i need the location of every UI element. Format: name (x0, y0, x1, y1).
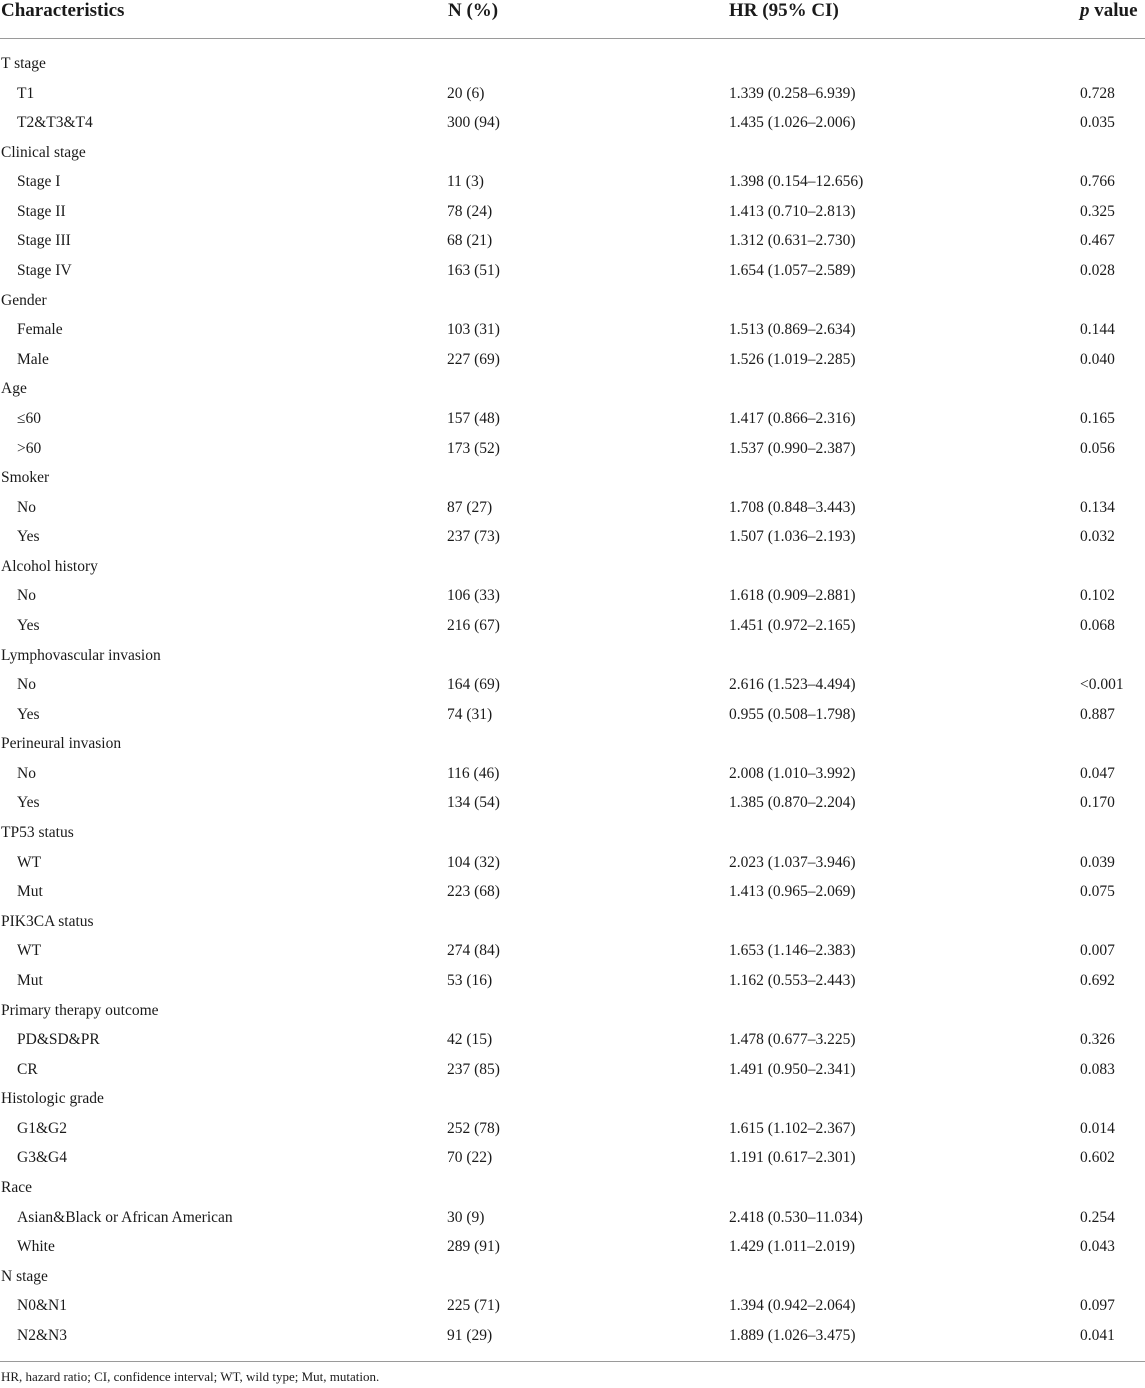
cell-p-value: 0.047 (1080, 764, 1115, 782)
cell-characteristic: CR (17, 1060, 38, 1078)
cell-p-value: 0.325 (1080, 202, 1115, 220)
cell-characteristic: No (17, 498, 36, 516)
header-hr-ci: HR (95% CI) (729, 0, 839, 21)
table-row (0, 1321, 1145, 1351)
table-body (0, 49, 1145, 1350)
cell-n-percent: 20 (6) (447, 84, 485, 102)
header-p-value (1080, 0, 1138, 21)
cell-hr-ci: 2.023 (1.037–3.946) (729, 853, 856, 871)
table-row (0, 197, 1145, 227)
cell-characteristic: N2&N3 (17, 1326, 67, 1344)
header-characteristics: Characteristics (1, 0, 125, 21)
group-header-row (0, 907, 1145, 937)
cell-characteristic: No (17, 676, 36, 694)
cell-hr-ci: 1.429 (1.011–2.019) (729, 1238, 855, 1256)
cell-hr-ci: 1.385 (0.870–2.204) (729, 794, 856, 812)
cell-characteristic: N stage (1, 1267, 48, 1285)
table-row (0, 434, 1145, 464)
cell-characteristic: Race (1, 1178, 32, 1196)
table-row (0, 1055, 1145, 1085)
cell-characteristic: T2&T3&T4 (17, 114, 93, 132)
cell-characteristic: Histologic grade (1, 1090, 104, 1108)
group-header-row (0, 641, 1145, 671)
table-row (0, 256, 1145, 286)
cell-characteristic: >60 (17, 439, 42, 457)
cell-p-value: 0.028 (1080, 262, 1115, 280)
cell-characteristic: Yes (17, 794, 40, 812)
cell-characteristic: Male (17, 350, 49, 368)
cell-p-value: 0.134 (1080, 498, 1115, 516)
cell-p-value: 0.887 (1080, 705, 1115, 723)
table-row (0, 966, 1145, 996)
cell-n-percent: 237 (73) (447, 528, 500, 546)
cell-characteristic: Female (17, 321, 63, 339)
cell-n-percent: 157 (48) (447, 409, 500, 427)
cell-hr-ci: 1.507 (1.036–2.193) (729, 528, 856, 546)
cell-p-value: 0.035 (1080, 114, 1115, 132)
cell-p-value: 0.254 (1080, 1208, 1115, 1226)
cell-n-percent: 252 (78) (447, 1119, 500, 1137)
cell-characteristic: WT (17, 942, 42, 960)
cell-characteristic: PD&SD&PR (17, 1031, 100, 1049)
cell-characteristic: G1&G2 (17, 1119, 67, 1137)
group-header-row (0, 463, 1145, 493)
cell-n-percent: 53 (16) (447, 971, 493, 989)
cell-n-percent: 70 (22) (447, 1149, 493, 1167)
cell-hr-ci: 2.616 (1.523–4.494) (729, 676, 856, 694)
cell-n-percent: 300 (94) (447, 114, 500, 132)
cell-n-percent: 164 (69) (447, 676, 500, 694)
cell-p-value: 0.041 (1080, 1326, 1115, 1344)
table-row (0, 611, 1145, 641)
table-row (0, 759, 1145, 789)
table-row (0, 788, 1145, 818)
table-row (0, 670, 1145, 700)
cell-characteristic: Asian&Black or African American (17, 1208, 233, 1226)
cell-p-value: 0.170 (1080, 794, 1115, 812)
header-p-rest: value (1089, 0, 1138, 21)
table-row (0, 848, 1145, 878)
cell-n-percent: 103 (31) (447, 321, 500, 339)
cell-hr-ci: 0.955 (0.508–1.798) (729, 705, 856, 723)
cell-p-value: 0.039 (1080, 853, 1115, 871)
cell-hr-ci: 1.417 (0.866–2.316) (729, 409, 856, 427)
cell-characteristic: Mut (17, 883, 43, 901)
cell-characteristic: Smoker (1, 469, 50, 487)
cell-p-value: 0.007 (1080, 942, 1115, 960)
cell-n-percent: 11 (3) (447, 173, 484, 191)
cell-hr-ci: 1.339 (0.258–6.939) (729, 84, 856, 102)
cell-characteristic: Age (1, 380, 27, 398)
cell-p-value: 0.728 (1080, 84, 1115, 102)
group-header-row (0, 1084, 1145, 1114)
cell-characteristic: Perineural invasion (1, 735, 122, 753)
cell-n-percent: 30 (9) (447, 1208, 485, 1226)
cell-characteristic: No (17, 764, 36, 782)
cell-p-value: 0.097 (1080, 1297, 1115, 1315)
group-header-row (0, 1262, 1145, 1292)
cell-characteristic: T1 (17, 84, 35, 102)
table-row (0, 581, 1145, 611)
cell-p-value: 0.032 (1080, 528, 1115, 546)
cell-n-percent: 223 (68) (447, 883, 500, 901)
group-header-row (0, 286, 1145, 316)
cell-hr-ci: 1.451 (0.972–2.165) (729, 616, 856, 634)
cell-characteristic: TP53 status (1, 824, 74, 842)
cell-p-value: 0.043 (1080, 1238, 1115, 1256)
group-header-row (0, 49, 1145, 79)
cell-characteristic: Primary therapy outcome (1, 1001, 159, 1019)
cell-p-value: 0.014 (1080, 1119, 1115, 1137)
table-row (0, 79, 1145, 109)
cell-p-value: 0.467 (1080, 232, 1115, 250)
header-p-italic: p (1080, 0, 1090, 21)
cell-hr-ci: 1.654 (1.057–2.589) (729, 262, 856, 280)
table-row (0, 315, 1145, 345)
cell-hr-ci: 1.435 (1.026–2.006) (729, 114, 856, 132)
cell-hr-ci: 1.491 (0.950–2.341) (729, 1060, 856, 1078)
table-row (0, 345, 1145, 375)
table-row (0, 493, 1145, 523)
cell-n-percent: 237 (85) (447, 1060, 500, 1078)
cell-hr-ci: 1.394 (0.942–2.064) (729, 1297, 856, 1315)
cell-hr-ci: 2.418 (0.530–11.034) (729, 1208, 863, 1226)
cell-characteristic: T stage (1, 55, 46, 72)
cell-n-percent: 104 (32) (447, 853, 500, 871)
cell-characteristic: Gender (1, 291, 47, 309)
cell-p-value: <0.001 (1080, 676, 1124, 694)
cell-hr-ci: 1.615 (1.102–2.367) (729, 1119, 856, 1137)
table-row (0, 1143, 1145, 1173)
cell-characteristic: Mut (17, 971, 43, 989)
cell-characteristic: Yes (17, 528, 40, 546)
cell-hr-ci: 1.413 (0.965–2.069) (729, 883, 856, 901)
cell-p-value: 0.040 (1080, 350, 1115, 368)
cell-hr-ci: 1.537 (0.990–2.387) (729, 439, 856, 457)
cell-hr-ci: 1.618 (0.909–2.881) (729, 587, 856, 605)
cell-n-percent: 68 (21) (447, 232, 493, 250)
cell-characteristic: N0&N1 (17, 1297, 67, 1315)
cell-hr-ci: 1.191 (0.617–2.301) (729, 1149, 856, 1167)
cell-n-percent: 87 (27) (447, 498, 493, 516)
cell-characteristic: Stage I (17, 173, 61, 191)
cell-characteristic: Clinical stage (1, 143, 86, 161)
table-row (0, 167, 1145, 197)
cell-hr-ci: 1.162 (0.553–2.443) (729, 971, 856, 989)
table-row (0, 1232, 1145, 1262)
cell-characteristic: WT (17, 853, 42, 871)
group-header-row (0, 552, 1145, 582)
cell-n-percent: 74 (31) (447, 705, 493, 723)
cell-characteristic: Alcohol history (1, 557, 98, 575)
table-row (0, 404, 1145, 434)
cell-characteristic: Yes (17, 705, 40, 723)
table-row (0, 1203, 1145, 1233)
table-row (0, 1025, 1145, 1055)
cell-hr-ci: 1.478 (0.677–3.225) (729, 1031, 856, 1049)
cell-p-value: 0.165 (1080, 409, 1115, 427)
cell-characteristic: ≤60 (17, 409, 42, 427)
group-header-row (0, 996, 1145, 1026)
table-row (0, 108, 1145, 138)
cell-p-value: 0.602 (1080, 1149, 1115, 1167)
cell-characteristic: White (17, 1238, 55, 1256)
group-header-row (0, 374, 1145, 404)
cell-hr-ci: 1.312 (0.631–2.730) (729, 232, 856, 250)
cell-hr-ci: 1.513 (0.869–2.634) (729, 321, 856, 339)
table-bottom-rule (0, 1361, 1145, 1362)
table-row (0, 877, 1145, 907)
cell-p-value: 0.056 (1080, 439, 1115, 457)
cell-p-value: 0.083 (1080, 1060, 1115, 1078)
cell-characteristic: Stage IV (17, 262, 72, 280)
cell-hr-ci: 1.398 (0.154–12.656) (729, 173, 864, 191)
cell-n-percent: 227 (69) (447, 350, 500, 368)
cell-hr-ci: 1.526 (1.019–2.285) (729, 350, 856, 368)
cell-hr-ci: 1.889 (1.026–3.475) (729, 1326, 856, 1344)
header-n-percent: N (%) (448, 0, 499, 21)
cell-n-percent: 116 (46) (447, 764, 500, 782)
cell-hr-ci: 2.008 (1.010–3.992) (729, 764, 856, 782)
table-row (0, 700, 1145, 730)
group-header-row (0, 1173, 1145, 1203)
cell-characteristic: No (17, 587, 36, 605)
cell-p-value: 0.102 (1080, 587, 1115, 605)
cell-n-percent: 216 (67) (447, 616, 500, 634)
cell-characteristic: Yes (17, 616, 40, 634)
cell-p-value: 0.692 (1080, 971, 1115, 989)
cell-n-percent: 225 (71) (447, 1297, 500, 1315)
cell-characteristic: PIK3CA status (1, 912, 94, 930)
cell-n-percent: 42 (15) (447, 1031, 493, 1049)
cell-characteristic: G3&G4 (17, 1149, 67, 1167)
cell-p-value: 0.766 (1080, 173, 1115, 191)
table-footnote: HR, hazard ratio; CI, confidence interval; WT, wild type; Mut, mutation. (1, 1369, 380, 1384)
cell-n-percent: 173 (52) (447, 439, 500, 457)
cell-n-percent: 106 (33) (447, 587, 500, 605)
cell-n-percent: 134 (54) (447, 794, 500, 812)
table-row (0, 226, 1145, 256)
table-row (0, 522, 1145, 552)
cell-p-value: 0.075 (1080, 883, 1115, 901)
cell-p-value: 0.068 (1080, 616, 1115, 634)
group-header-row (0, 138, 1145, 168)
cell-characteristic: Lymphovascular invasion (1, 646, 161, 664)
cell-hr-ci: 1.653 (1.146–2.383) (729, 942, 856, 960)
cell-p-value: 0.144 (1080, 321, 1115, 339)
table-row (0, 1291, 1145, 1321)
cell-characteristic: Stage III (17, 232, 71, 250)
group-header-row (0, 729, 1145, 759)
table-row (0, 1114, 1145, 1144)
cell-n-percent: 78 (24) (447, 202, 493, 220)
cell-hr-ci: 1.708 (0.848–3.443) (729, 498, 856, 516)
cell-p-value: 0.326 (1080, 1031, 1115, 1049)
cell-hr-ci: 1.413 (0.710–2.813) (729, 202, 856, 220)
cell-n-percent: 163 (51) (447, 262, 500, 280)
cell-n-percent: 289 (91) (447, 1238, 500, 1256)
cell-n-percent: 91 (29) (447, 1326, 493, 1344)
cell-characteristic: Stage II (17, 202, 66, 220)
table-header (0, 0, 1145, 39)
table-row (0, 936, 1145, 966)
group-header-row (0, 818, 1145, 848)
cell-n-percent: 274 (84) (447, 942, 500, 960)
